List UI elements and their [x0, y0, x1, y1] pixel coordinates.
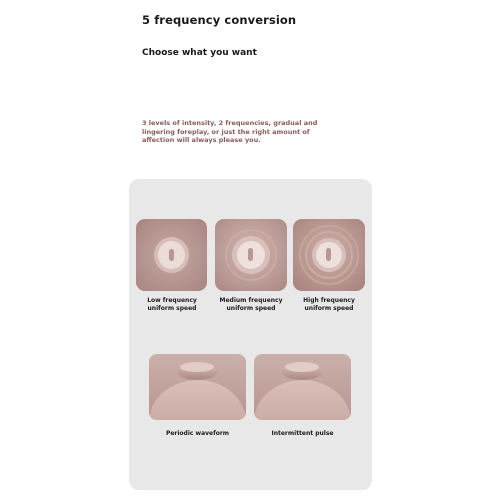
low-frequency-image [136, 219, 207, 291]
medium-frequency-image [215, 219, 287, 291]
medium-frequency-label-line2: uniform speed [226, 305, 276, 312]
medium-frequency-label [211, 297, 291, 313]
high-frequency-label-line1: High frequency [303, 297, 355, 304]
low-frequency-label-line2: uniform speed [147, 305, 197, 312]
intermittent-pulse-image [254, 354, 351, 420]
high-frequency-image [293, 219, 365, 291]
high-frequency-label-line2: uniform speed [304, 305, 354, 312]
medium-frequency-label-line1: Medium frequency [219, 297, 283, 304]
high-frequency-label [289, 297, 369, 313]
periodic-waveform-image [149, 354, 246, 420]
intermittent-pulse-label: Intermittent pulse [271, 430, 334, 437]
section-subtitle: Choose what you want [142, 48, 257, 58]
low-frequency-label [132, 297, 212, 313]
description-text: 3 levels of intensity, 2 frequencies, gradual and lingering foreplay, or just the right amount of affection will always please you. [142, 119, 318, 144]
low-frequency-label-line1: Low frequency [147, 297, 197, 304]
page-title: 5 frequency conversion [142, 13, 297, 27]
modes-panel [129, 179, 372, 490]
periodic-waveform-label: Periodic waveform [165, 430, 230, 437]
